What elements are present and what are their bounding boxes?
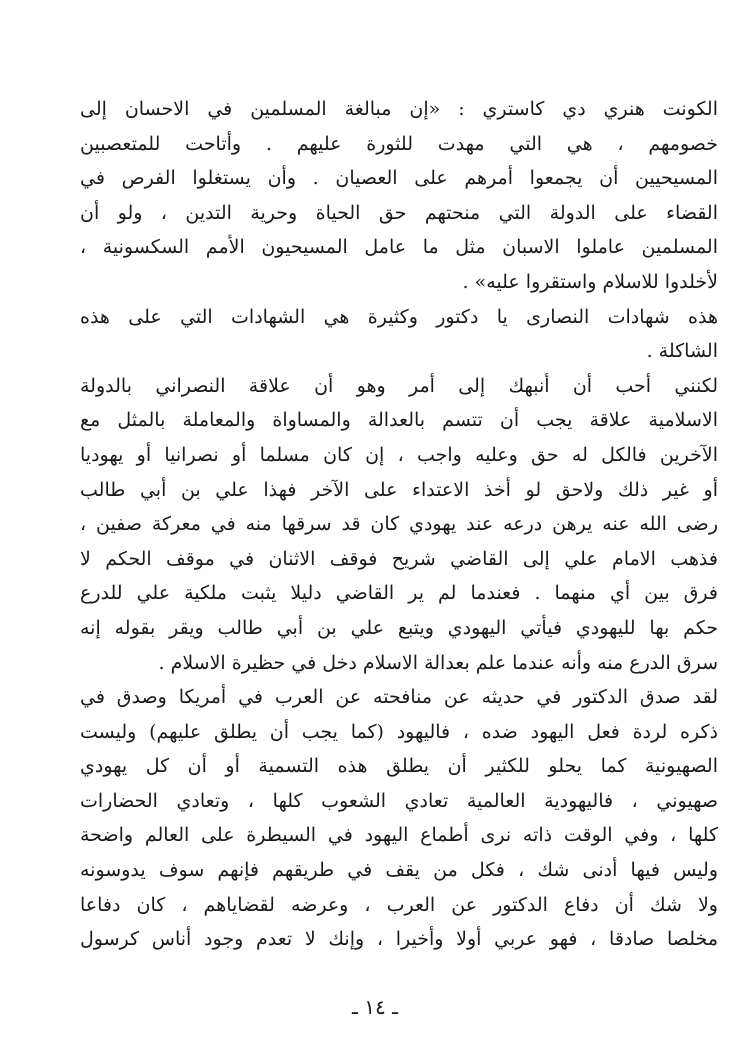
text-line: أو غير ذلك ولاحق لو أخذ الاعتداء على الآخر فهذا علي بن أبي طالب bbox=[80, 478, 718, 501]
text-line: القضاء على الدولة التي منحتهم حق الحياة وحرية التدين ، ولو أن bbox=[80, 201, 718, 224]
text-line: ذكره لردة فعل اليهود ضده ، فاليهود (كما يجب أن يطلق عليهم) وليست bbox=[80, 720, 718, 743]
text-line: كلها ، وفي الوقت ذاته نرى أطماع اليهود في السيطرة على العالم واضحة bbox=[80, 824, 718, 847]
text-line: سرق الدرع منه وأنه عندما علم بعدالة الاسلام دخل في حظيرة الاسلام . bbox=[158, 651, 718, 674]
text-line: الآخرين فالكل له حق وعليه واجب ، إن كان مسلما أو نصرانيا أو يهوديا bbox=[80, 443, 718, 466]
text-line: الكونت هنري دي كاستري : «إن مبالغة المسلمين في الاحسان إلى bbox=[80, 98, 718, 120]
text-line: الشاكلة . bbox=[646, 340, 718, 363]
text-line: وليس فيها أدنى شك ، فكل من يقف في طريقهم فإنهم سوف يدوسونه bbox=[80, 859, 718, 882]
text-line: هذه شهادات النصارى يا دكتور وكثيرة هي الشهادات التي على هذه bbox=[80, 305, 718, 328]
page-number: ـ ١٤ ـ bbox=[352, 995, 398, 1019]
text-line: رضى الله عنه يرهن درعه عند يهودي كان قد سرقها منه في معركة صفين ، bbox=[80, 513, 718, 536]
text-line: صهيوني ، فاليهودية العالمية تعادي الشعوب كلها ، وتعادي الحضارات bbox=[80, 789, 718, 812]
text-line: الصهيونية كما يحلو للكثير أن يطلق هذه التسمية أو أن كل يهودي bbox=[80, 755, 718, 778]
text-line: لكنني أحب أن أنبهك إلى أمر وهو أن علاقة النصراني بالدولة bbox=[80, 374, 718, 397]
text-line: خصومهم ، هي التي مهدت للثورة عليهم . وأتاحت للمتعصبين bbox=[80, 132, 718, 155]
text-line: فذهب الامام علي إلى القاضي شريح فوقف الاثنان في موقف الحكم لا bbox=[80, 547, 718, 570]
text-line: فرق بين أي منهما . فعندما لم ير القاضي دليلا يثبت ملكية علي للدرع bbox=[80, 582, 718, 605]
text-line: لقد صدق الدكتور في حديثه عن منافحته عن العرب في أمريكا وصدق في bbox=[80, 686, 718, 709]
text-line: مخلصا صادقا ، فهو عربي أولا وأخيرا ، وإنك لا تعدم وجود أناس كرسول bbox=[80, 928, 718, 951]
text-line: المسيحيين أن يجمعوا أمرهم على العصيان . وأن يستغلوا الفرص في bbox=[80, 167, 718, 190]
text-line: حكم بها لليهودي فيأتي اليهودي ويتبع علي بن أبي طالب ويقر بقوله إنه bbox=[80, 616, 718, 639]
text-line: المسلمين عاملوا الاسبان مثل ما عامل المسيحيون الأمم السكسونية ، bbox=[80, 236, 718, 259]
body-text bbox=[80, 92, 718, 957]
text-line: الاسلامية علاقة يجب أن تتسم بالعدالة والمساواة والمعاملة بالمثل مع bbox=[80, 409, 718, 432]
text-line: ولا شك أن دفاع الدكتور عن العرب ، وعرضه لقضاياهم ، كان دفاعا bbox=[80, 893, 718, 916]
text-line: لأخلدوا للاسلام واستقروا عليه» . bbox=[462, 270, 718, 293]
